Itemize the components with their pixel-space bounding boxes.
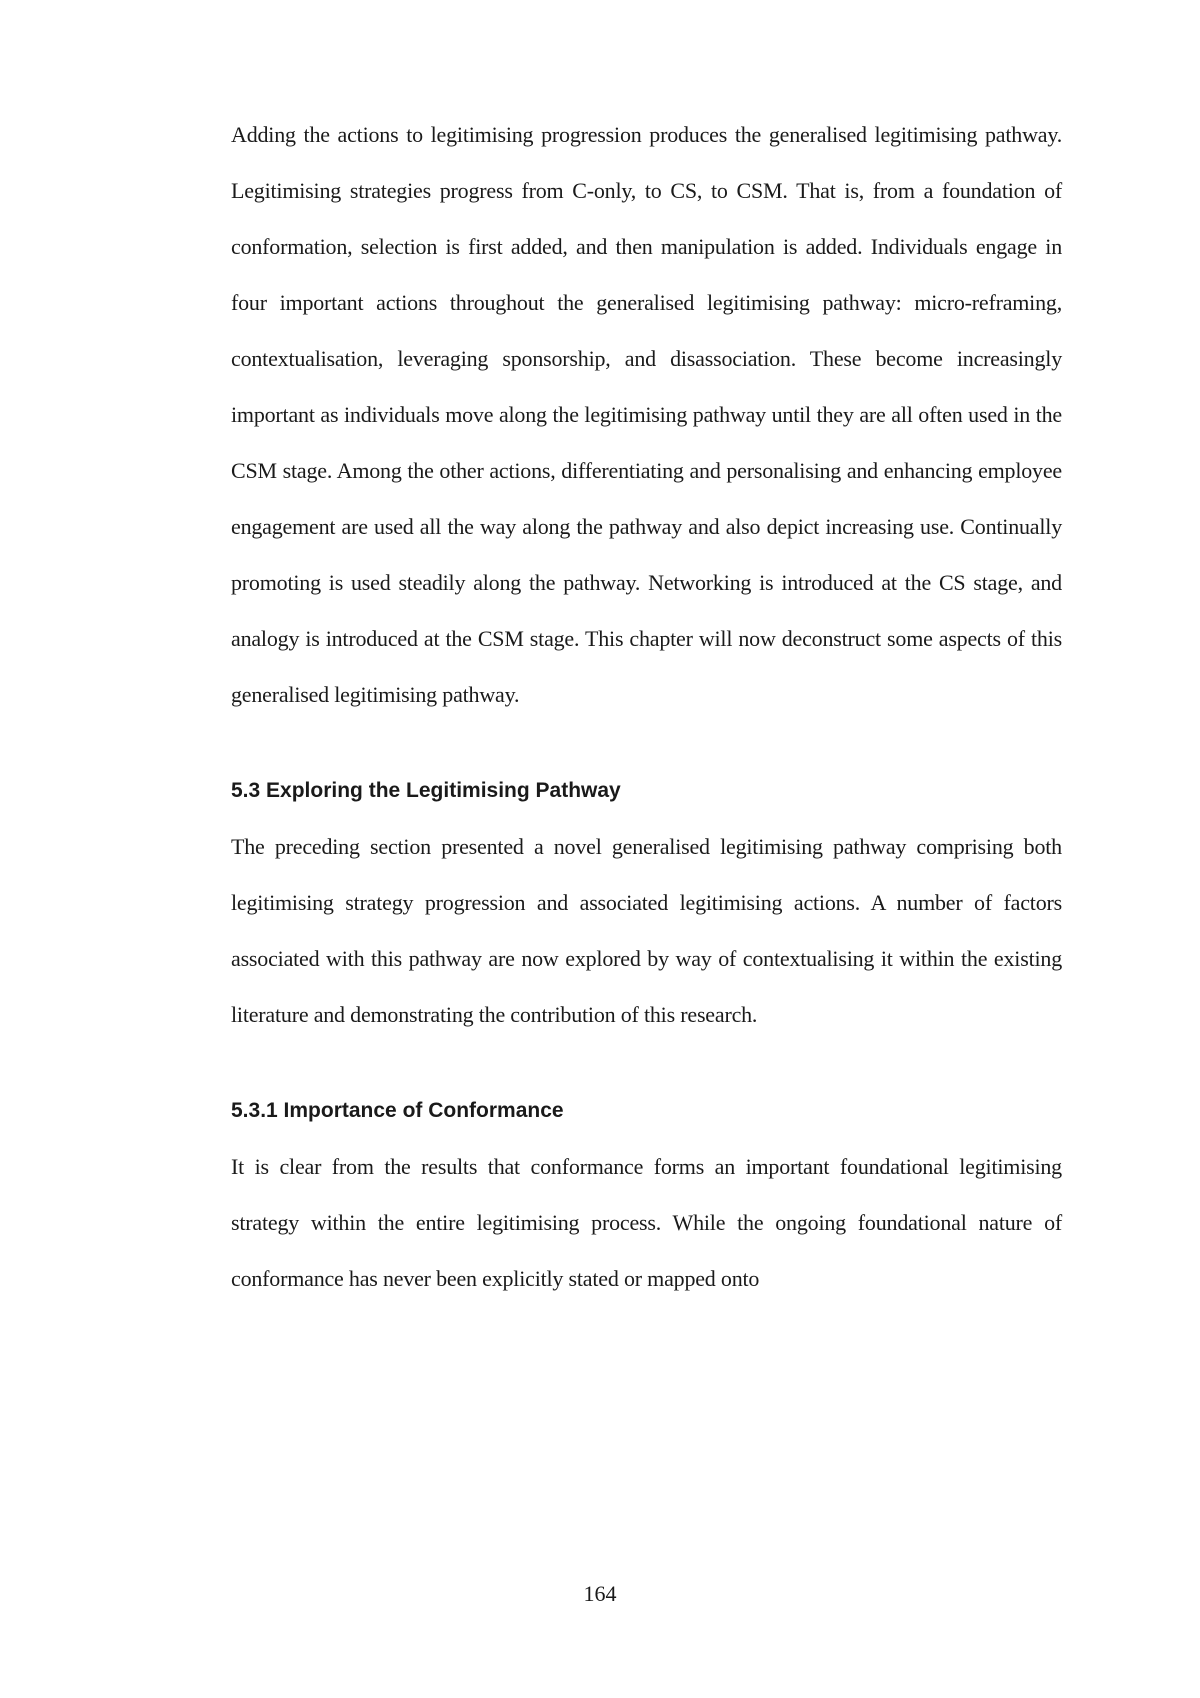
body-paragraph: It is clear from the results that conformance forms an important foundational legitimising strategy within the entire legitimising process. While the ongoing foundational nature of conformance has never been explicitly stated or mapped onto <box>231 1154 1062 1291</box>
subsection-heading: 5.3.1 Importance of Conformance <box>231 1099 564 1122</box>
body-paragraph: Adding the actions to legitimising progression produces the generalised legitimising pathway. Legitimising strategies progress from C-only, to CS, to CSM. That is, from a foundation of conformation, selection is first added, and then manipulation is added. Individuals engage in four important actions throughout the generalised legitimising pathway: micro-reframing, contextualisation, leveraging sponsorship, and disassociation. These become increasingly important as individuals move along the legitimising pathway until they are all often used in the CSM stage. Among the other actions, differentiating and personalising and enhancing employee engagement are used all the way along the pathway and also depict increasing use. Continually promoting is used steadily along the pathway. Networking is introduced at the CS stage, and analogy is introduced at the CSM stage. This chapter will now deconstruct some aspects of this generalised legitimising pathway. <box>231 122 1062 707</box>
section-heading: 5.3 Exploring the Legitimising Pathway <box>231 779 621 802</box>
document-body <box>231 107 1062 1307</box>
body-paragraph: The preceding section presented a novel generalised legitimising pathway comprising both legitimising strategy progression and associated legitimising actions. A number of factors associated with this pathway are now explored by way of contextualising it within the existing literature and demonstrating the contribution of this research. <box>231 834 1062 1027</box>
page-number: 164 <box>583 1581 617 1606</box>
